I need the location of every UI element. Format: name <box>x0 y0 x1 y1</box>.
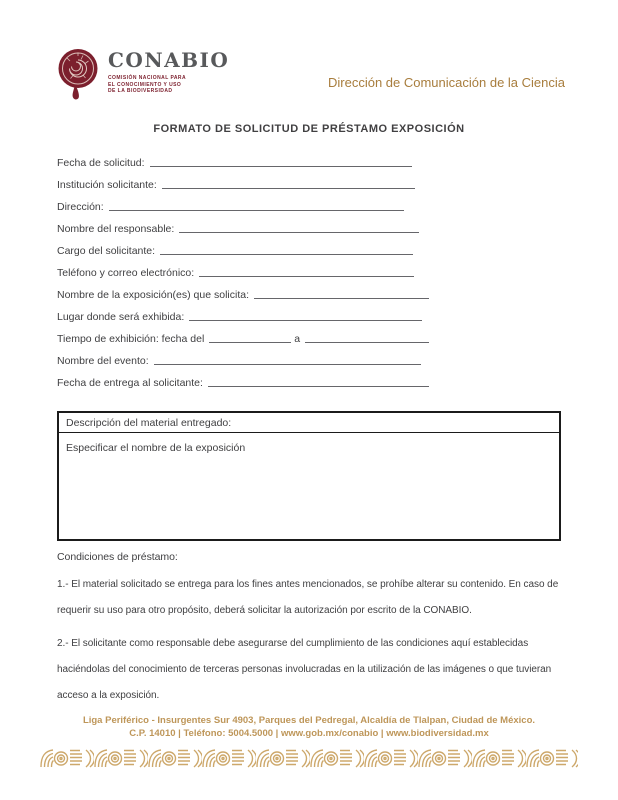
field-blank-line <box>209 342 291 343</box>
field-label: Dirección: <box>57 201 104 213</box>
footer-address-line2: C.P. 14010 | Teléfono: 5004.5000 | www.gob.mx/conabio | www.biodiversidad.mx <box>129 727 489 739</box>
logo-text-block <box>108 48 229 106</box>
conditions-title: Condiciones de préstamo: <box>57 551 178 563</box>
form-title: FORMATO DE SOLICITUD DE PRÉSTAMO EXPOSICIÓN <box>153 123 465 135</box>
field-blank-line <box>150 166 412 167</box>
department-title: Dirección de Comunicación de la Ciencia <box>327 75 565 90</box>
field-label: Cargo del solicitante: <box>57 245 156 257</box>
field-row-lugar-exhibida <box>57 303 429 325</box>
form-fields <box>57 149 429 391</box>
field-connector-label: a <box>294 333 301 345</box>
field-blank-line <box>160 254 413 255</box>
field-label: Tiempo de exhibición: fecha del <box>57 333 205 345</box>
field-blank-line <box>189 320 422 321</box>
field-label: Fecha de solicitud: <box>57 157 145 169</box>
condition-item-1: 1.- El material solicitado se entrega para los fines antes mencionados, se prohíbe alterar su contenido. En caso de requerir su uso para otro propósito, deberá solicitar la autorización por escrito de la CONABIO. <box>57 579 559 616</box>
loan-conditions <box>57 551 565 709</box>
material-description-box <box>57 411 561 541</box>
header <box>0 0 618 106</box>
field-blank-line <box>154 364 421 365</box>
field-label: Lugar donde será exhibida: <box>57 311 185 323</box>
field-blank-line <box>109 210 404 211</box>
field-label: Nombre de la exposición(es) que solicita: <box>57 289 250 301</box>
field-row-institucion <box>57 171 429 193</box>
logo-wordmark: CONABIO <box>108 48 230 72</box>
footer <box>0 715 618 769</box>
field-label: Nombre del responsable: <box>57 223 175 235</box>
field-row-nombre-evento <box>57 347 429 369</box>
field-label: Fecha de entrega al solicitante: <box>57 377 203 389</box>
field-blank-line <box>179 232 419 233</box>
logo-subtitle-line: EL CONOCIMIENTO Y USO <box>108 81 182 88</box>
logo-subtitle-line: COMISIÓN NACIONAL PARA <box>108 75 187 81</box>
field-blank-line <box>254 298 429 299</box>
condition-item-2: 2.- El solicitante como responsable debe asegurarse del cumplimiento de las condiciones aquí establecidas haciéndolas del conocimiento de terceras personas involucradas en la utilización de las imágenes o que tuvieran acceso a la exposición. <box>57 638 552 701</box>
decorative-border-pattern <box>40 748 578 769</box>
field-blank-line <box>162 188 415 189</box>
field-label: Institución solicitante: <box>57 179 157 191</box>
field-label: Teléfono y correo electrónico: <box>57 267 195 279</box>
field-blank-line <box>208 386 429 387</box>
field-row-fecha-solicitud <box>57 149 429 171</box>
field-row-fecha-entrega <box>57 369 429 391</box>
logo-subtitle-line: DE LA BIODIVERSIDAD <box>108 88 173 94</box>
field-row-cargo <box>57 237 429 259</box>
field-blank-line <box>199 276 414 277</box>
field-row-tiempo-exhibicion <box>57 325 429 347</box>
field-row-nombre-exposicion <box>57 281 429 303</box>
material-box-body: Especificar el nombre de la exposición <box>66 442 246 454</box>
field-label: Nombre del evento: <box>57 355 149 367</box>
material-box-header: Descripción del material entregado: <box>59 413 559 433</box>
field-row-direccion <box>57 193 429 215</box>
field-row-responsable <box>57 215 429 237</box>
field-row-telefono-correo <box>57 259 429 281</box>
footer-address-line1: Liga Periférico - Insurgentes Sur 4903, Parques del Pedregal, Alcaldía de Tlalpan, Ciudad de México. <box>82 715 536 726</box>
logo-subtitle <box>108 75 229 95</box>
field-blank-line <box>305 342 429 343</box>
conabio-seal-icon <box>57 48 99 106</box>
conabio-logo <box>57 48 229 106</box>
